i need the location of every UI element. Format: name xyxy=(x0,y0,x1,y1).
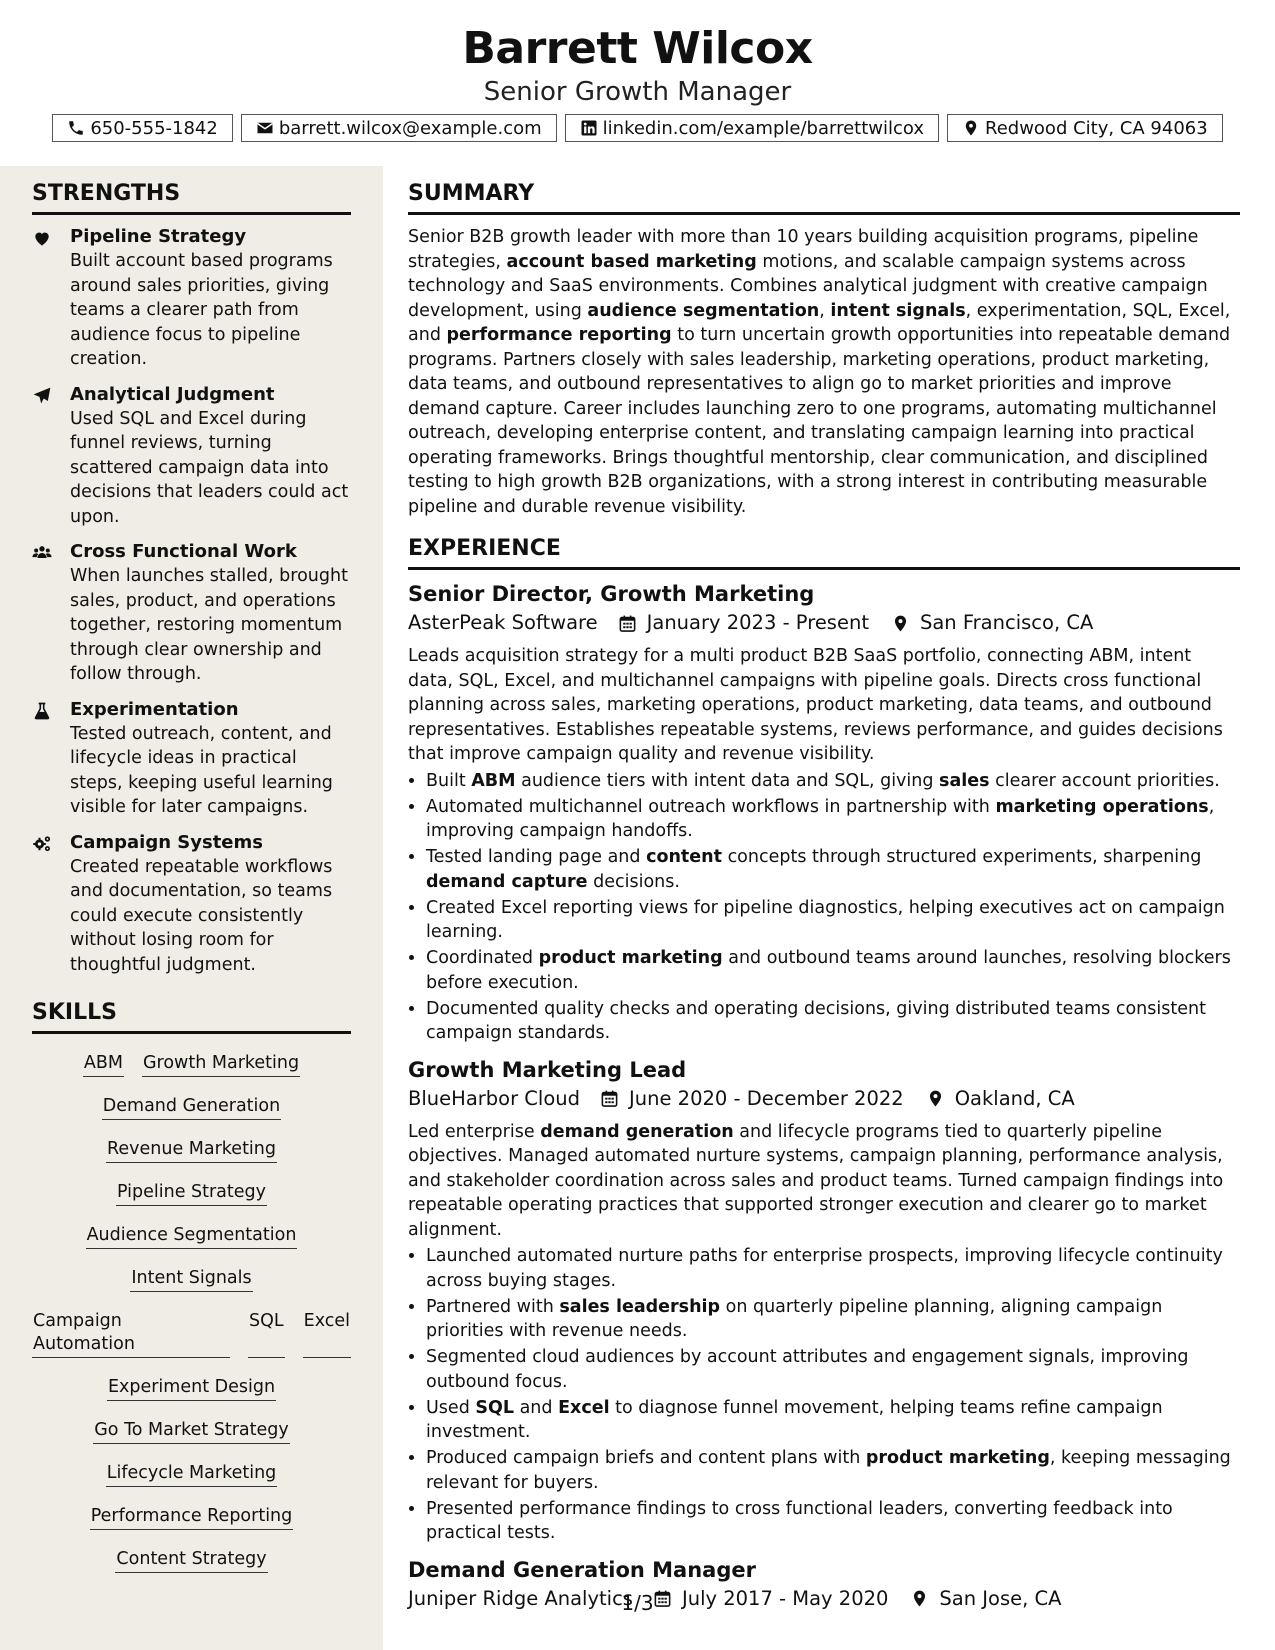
skill-tag: Audience Segmentation xyxy=(86,1224,298,1249)
phone-text: 650-555-1842 xyxy=(90,117,218,139)
location-text: Redwood City, CA 94063 xyxy=(985,117,1208,139)
candidate-name: Barrett Wilcox xyxy=(462,23,813,74)
text-run: , keeping messaging relevant for buyers. xyxy=(426,1448,1231,1493)
right-column xyxy=(408,180,1240,1620)
skill-row xyxy=(115,1548,267,1573)
skill-tag: Intent Signals xyxy=(130,1267,252,1292)
envelope-icon xyxy=(256,119,274,137)
job-dates: July 2017 - May 2020 xyxy=(681,1586,889,1610)
bold-phrase: SQL xyxy=(475,1397,515,1418)
job-meta xyxy=(408,1084,1240,1114)
bold-phrase: content xyxy=(646,847,722,867)
bold-phrase: demand capture xyxy=(426,871,588,892)
job-entry xyxy=(408,580,1240,1046)
job-bullets xyxy=(408,1244,1240,1546)
text-run: Led enterprise xyxy=(408,1121,541,1142)
text-run: , xyxy=(819,300,831,321)
bullet-item xyxy=(426,997,1240,1046)
skill-tag: SQL xyxy=(248,1310,285,1358)
bold-phrase: sales leadership xyxy=(559,1296,721,1317)
skill-row xyxy=(93,1419,290,1444)
strength-item xyxy=(32,383,351,530)
text-run: Documented quality checks and operating decisions, giving distributed teams consistent campaign standards. xyxy=(426,998,1206,1043)
strength-item xyxy=(32,831,351,978)
strengths-list xyxy=(32,225,351,977)
skills-list xyxy=(32,1044,351,1573)
text-run: decisions. xyxy=(587,871,680,892)
strength-desc: Built account based programs around sales priorities, giving teams a clearer path from audience focus to pipeline creation. xyxy=(70,251,333,369)
linkedin-icon xyxy=(580,119,598,137)
text-run: Senior B2B growth leader with more than 10 years building acquisition programs, pipeline strategies, xyxy=(408,227,1199,272)
calendar-icon xyxy=(600,1089,619,1108)
job-bullets xyxy=(408,769,1240,1046)
users-icon xyxy=(32,543,52,563)
skill-row xyxy=(106,1462,278,1487)
text-run: Leads acquisition strategy for a multi product B2B SaaS portfolio, connecting ABM, intent data, SQL, Excel, and multichannel campaigns with pipeline goals. Directs cross functional planning across sales, marketing operations, product marketing, data teams, and outbound representatives. Establishes repeatable systems, reviews performance, and guides decisions that improve campaign quality and revenue visibility. xyxy=(408,646,1223,764)
bold-phrase: marketing operations xyxy=(995,796,1209,817)
bullet-item xyxy=(426,1396,1240,1445)
skill-row xyxy=(90,1505,294,1530)
skills-heading: SKILLS xyxy=(32,999,351,1034)
text-run: concepts through structured experiments, sharpening xyxy=(722,847,1202,867)
bullet-item xyxy=(426,769,1240,794)
text-run: Presented performance findings to cross functional leaders, converting feedback into practical tests. xyxy=(426,1498,1173,1543)
email-text: barrett.wilcox@example.com xyxy=(278,117,542,139)
strength-desc: Used SQL and Excel during funnel reviews, turning scattered campaign data into decisions that leaders could act upon. xyxy=(70,408,349,527)
bullet-item xyxy=(426,845,1240,894)
job-location: Oakland, CA xyxy=(954,1086,1075,1110)
resume-header xyxy=(0,0,1275,108)
job-meta xyxy=(408,608,1240,638)
strength-item xyxy=(32,540,351,687)
strength-desc: Tested outreach, content, and lifecycle ideas in practical steps, keeping useful learning visible for later campaigns. xyxy=(70,723,333,817)
strength-item xyxy=(32,698,351,820)
skill-row xyxy=(83,1052,300,1077)
job-description xyxy=(408,1120,1240,1243)
text-run: to diagnose funnel movement, helping teams refine campaign investment. xyxy=(426,1397,1163,1442)
text-run: , improving campaign handoffs. xyxy=(426,796,1215,841)
job-dates: June 2020 - December 2022 xyxy=(629,1086,904,1110)
strength-item xyxy=(32,225,351,372)
job-dates: January 2023 - Present xyxy=(646,611,869,634)
skill-row xyxy=(116,1181,267,1206)
paper-plane-icon xyxy=(32,386,52,406)
skill-tag: Performance Reporting xyxy=(90,1505,294,1530)
strength-title: Campaign Systems xyxy=(70,831,263,853)
strength-title: Experimentation xyxy=(70,698,239,720)
bullet-item xyxy=(426,1446,1240,1495)
skill-row xyxy=(130,1267,252,1292)
text-run: , experimentation, SQL, Excel, and xyxy=(408,300,1231,345)
text-run: Partnered with xyxy=(426,1296,560,1317)
strength-title: Cross Functional Work xyxy=(70,541,297,562)
contact-bar xyxy=(0,114,1275,142)
job-location: San Francisco, CA xyxy=(919,611,1094,634)
strength-title: Analytical Judgment xyxy=(70,383,275,405)
text-run: Created Excel reporting views for pipeline diagnostics, helping executives act on campaign learning. xyxy=(426,897,1225,942)
bullet-item xyxy=(426,795,1240,844)
map-pin-icon xyxy=(962,119,980,137)
skill-tag: Growth Marketing xyxy=(142,1052,300,1077)
bold-phrase: Excel xyxy=(558,1397,610,1418)
linkedin-text: linkedin.com/example/barrettwilcox xyxy=(602,117,924,139)
skill-tag: Lifecycle Marketing xyxy=(106,1462,278,1487)
experience-heading: EXPERIENCE xyxy=(408,535,1240,570)
job-company: AsterPeak Software xyxy=(408,611,598,634)
text-run: Launched automated nurture paths for enterprise prospects, improving lifecycle continuity across buying stages. xyxy=(426,1246,1223,1291)
bold-phrase: intent signals xyxy=(830,300,966,321)
bullet-item xyxy=(426,1345,1240,1394)
bullet-item xyxy=(426,1497,1240,1546)
experience-list xyxy=(408,580,1240,1614)
skill-tag: Go To Market Strategy xyxy=(93,1419,290,1444)
bold-phrase: performance reporting xyxy=(446,325,672,345)
bullet-item xyxy=(426,946,1240,995)
text-run: motions, and scalable campaign systems across technology and SaaS environments. Combines analytical judgment with creative campaign development, using xyxy=(408,251,1208,321)
job-description xyxy=(408,644,1240,767)
strength-title: Pipeline Strategy xyxy=(70,226,247,247)
text-run: Used xyxy=(426,1397,476,1418)
skill-row xyxy=(86,1224,298,1249)
text-run: Tested landing page and xyxy=(426,847,647,867)
bold-phrase: audience segmentation xyxy=(587,300,820,321)
candidate-title: Senior Growth Manager xyxy=(483,77,792,107)
skill-tag: Pipeline Strategy xyxy=(116,1181,267,1206)
skill-tag: Revenue Marketing xyxy=(106,1138,277,1163)
bold-phrase: ABM xyxy=(471,770,516,791)
text-run: and xyxy=(514,1397,559,1418)
contact-linkedin[interactable] xyxy=(565,114,939,142)
text-run: on quarterly pipeline planning, aligning campaign priorities with revenue needs. xyxy=(426,1296,1163,1341)
map-pin-icon xyxy=(891,614,910,633)
gears-icon xyxy=(32,834,52,854)
text-run: and lifecycle programs tied to quarterly pipeline objectives. Managed automated nurture systems, campaign planning, performance analysis, and stakeholder coordination across sales and product teams. Turned campaign findings into repeatable operating practices that supported stronger execution and clearer go to market alignment. xyxy=(408,1121,1224,1240)
skill-tag: Excel xyxy=(303,1310,351,1358)
text-run: Coordinated xyxy=(426,948,539,968)
text-run: Produced campaign briefs and content plans with xyxy=(426,1448,866,1468)
bullet-item xyxy=(426,1244,1240,1293)
heart-icon xyxy=(32,228,52,248)
left-column xyxy=(32,180,351,1573)
job-title: Demand Generation Manager xyxy=(408,1557,756,1582)
contact-location[interactable] xyxy=(947,114,1223,142)
skill-tag: Campaign Automation xyxy=(32,1310,230,1358)
text-run: clearer account priorities. xyxy=(989,770,1220,791)
bold-phrase: demand generation xyxy=(540,1121,734,1142)
bold-phrase: product marketing xyxy=(865,1448,1050,1468)
bold-phrase: product marketing xyxy=(538,948,723,968)
job-company: BlueHarbor Cloud xyxy=(408,1086,581,1110)
job-entry xyxy=(408,1056,1240,1546)
text-run: to turn uncertain growth opportunities into repeatable demand programs. Partners closely with sales leadership, marketing operations, product marketing, data teams, and outbound representatives to align go to market priorities and improve demand capture. Career includes launching zero to one programs, automating multichannel outreach, developing enterprise content, and translating campaign learning into practical operating frameworks. Brings thoughtful mentorship, clear communication, and disciplined testing to high growth B2B organizations, with a strong interest in contributing measurable pipeline and durable revenue visibility. xyxy=(408,325,1231,517)
flask-icon xyxy=(32,701,52,721)
bold-phrase: account based marketing xyxy=(506,251,757,272)
job-company: Juniper Ridge Analytics xyxy=(408,1586,633,1610)
job-title: Growth Marketing Lead xyxy=(408,1057,687,1082)
text-run: Segmented cloud audiences by account attributes and engagement signals, improving outbound focus. xyxy=(426,1347,1189,1392)
page-number: 1/3 xyxy=(621,1591,654,1615)
phone-icon xyxy=(67,119,85,137)
text-run: and outbound teams around launches, resolving blockers before execution. xyxy=(426,948,1231,993)
contact-email[interactable] xyxy=(241,114,557,142)
skill-row xyxy=(106,1138,277,1163)
skill-tag: Experiment Design xyxy=(107,1376,276,1401)
text-run: Automated multichannel outreach workflows in partnership with xyxy=(426,796,996,817)
strength-desc: When launches stalled, brought sales, product, and operations together, restoring momentum through clear ownership and follow through. xyxy=(70,566,348,684)
calendar-icon xyxy=(618,614,637,633)
text-run: audience tiers with intent data and SQL, giving xyxy=(515,770,940,791)
skill-row xyxy=(107,1376,276,1401)
job-location: San Jose, CA xyxy=(939,1586,1062,1610)
summary-heading: SUMMARY xyxy=(408,180,1240,215)
skill-tag: ABM xyxy=(83,1052,124,1077)
summary-paragraph xyxy=(408,225,1240,519)
text-run: Built xyxy=(426,770,472,791)
skill-tag: Content Strategy xyxy=(115,1548,267,1573)
skill-row xyxy=(32,1310,351,1358)
map-pin-icon xyxy=(926,1089,945,1108)
contact-phone[interactable] xyxy=(52,114,233,142)
bullet-item xyxy=(426,896,1240,945)
bold-phrase: sales xyxy=(939,770,990,791)
bullet-item xyxy=(426,1295,1240,1344)
skill-tag: Demand Generation xyxy=(102,1095,281,1120)
strengths-heading: STRENGTHS xyxy=(32,180,351,215)
job-title: Senior Director, Growth Marketing xyxy=(408,582,815,606)
skill-row xyxy=(102,1095,281,1120)
strength-desc: Created repeatable workflows and documentation, so teams could execute consistently without losing room for thoughtful judgment. xyxy=(70,856,333,975)
